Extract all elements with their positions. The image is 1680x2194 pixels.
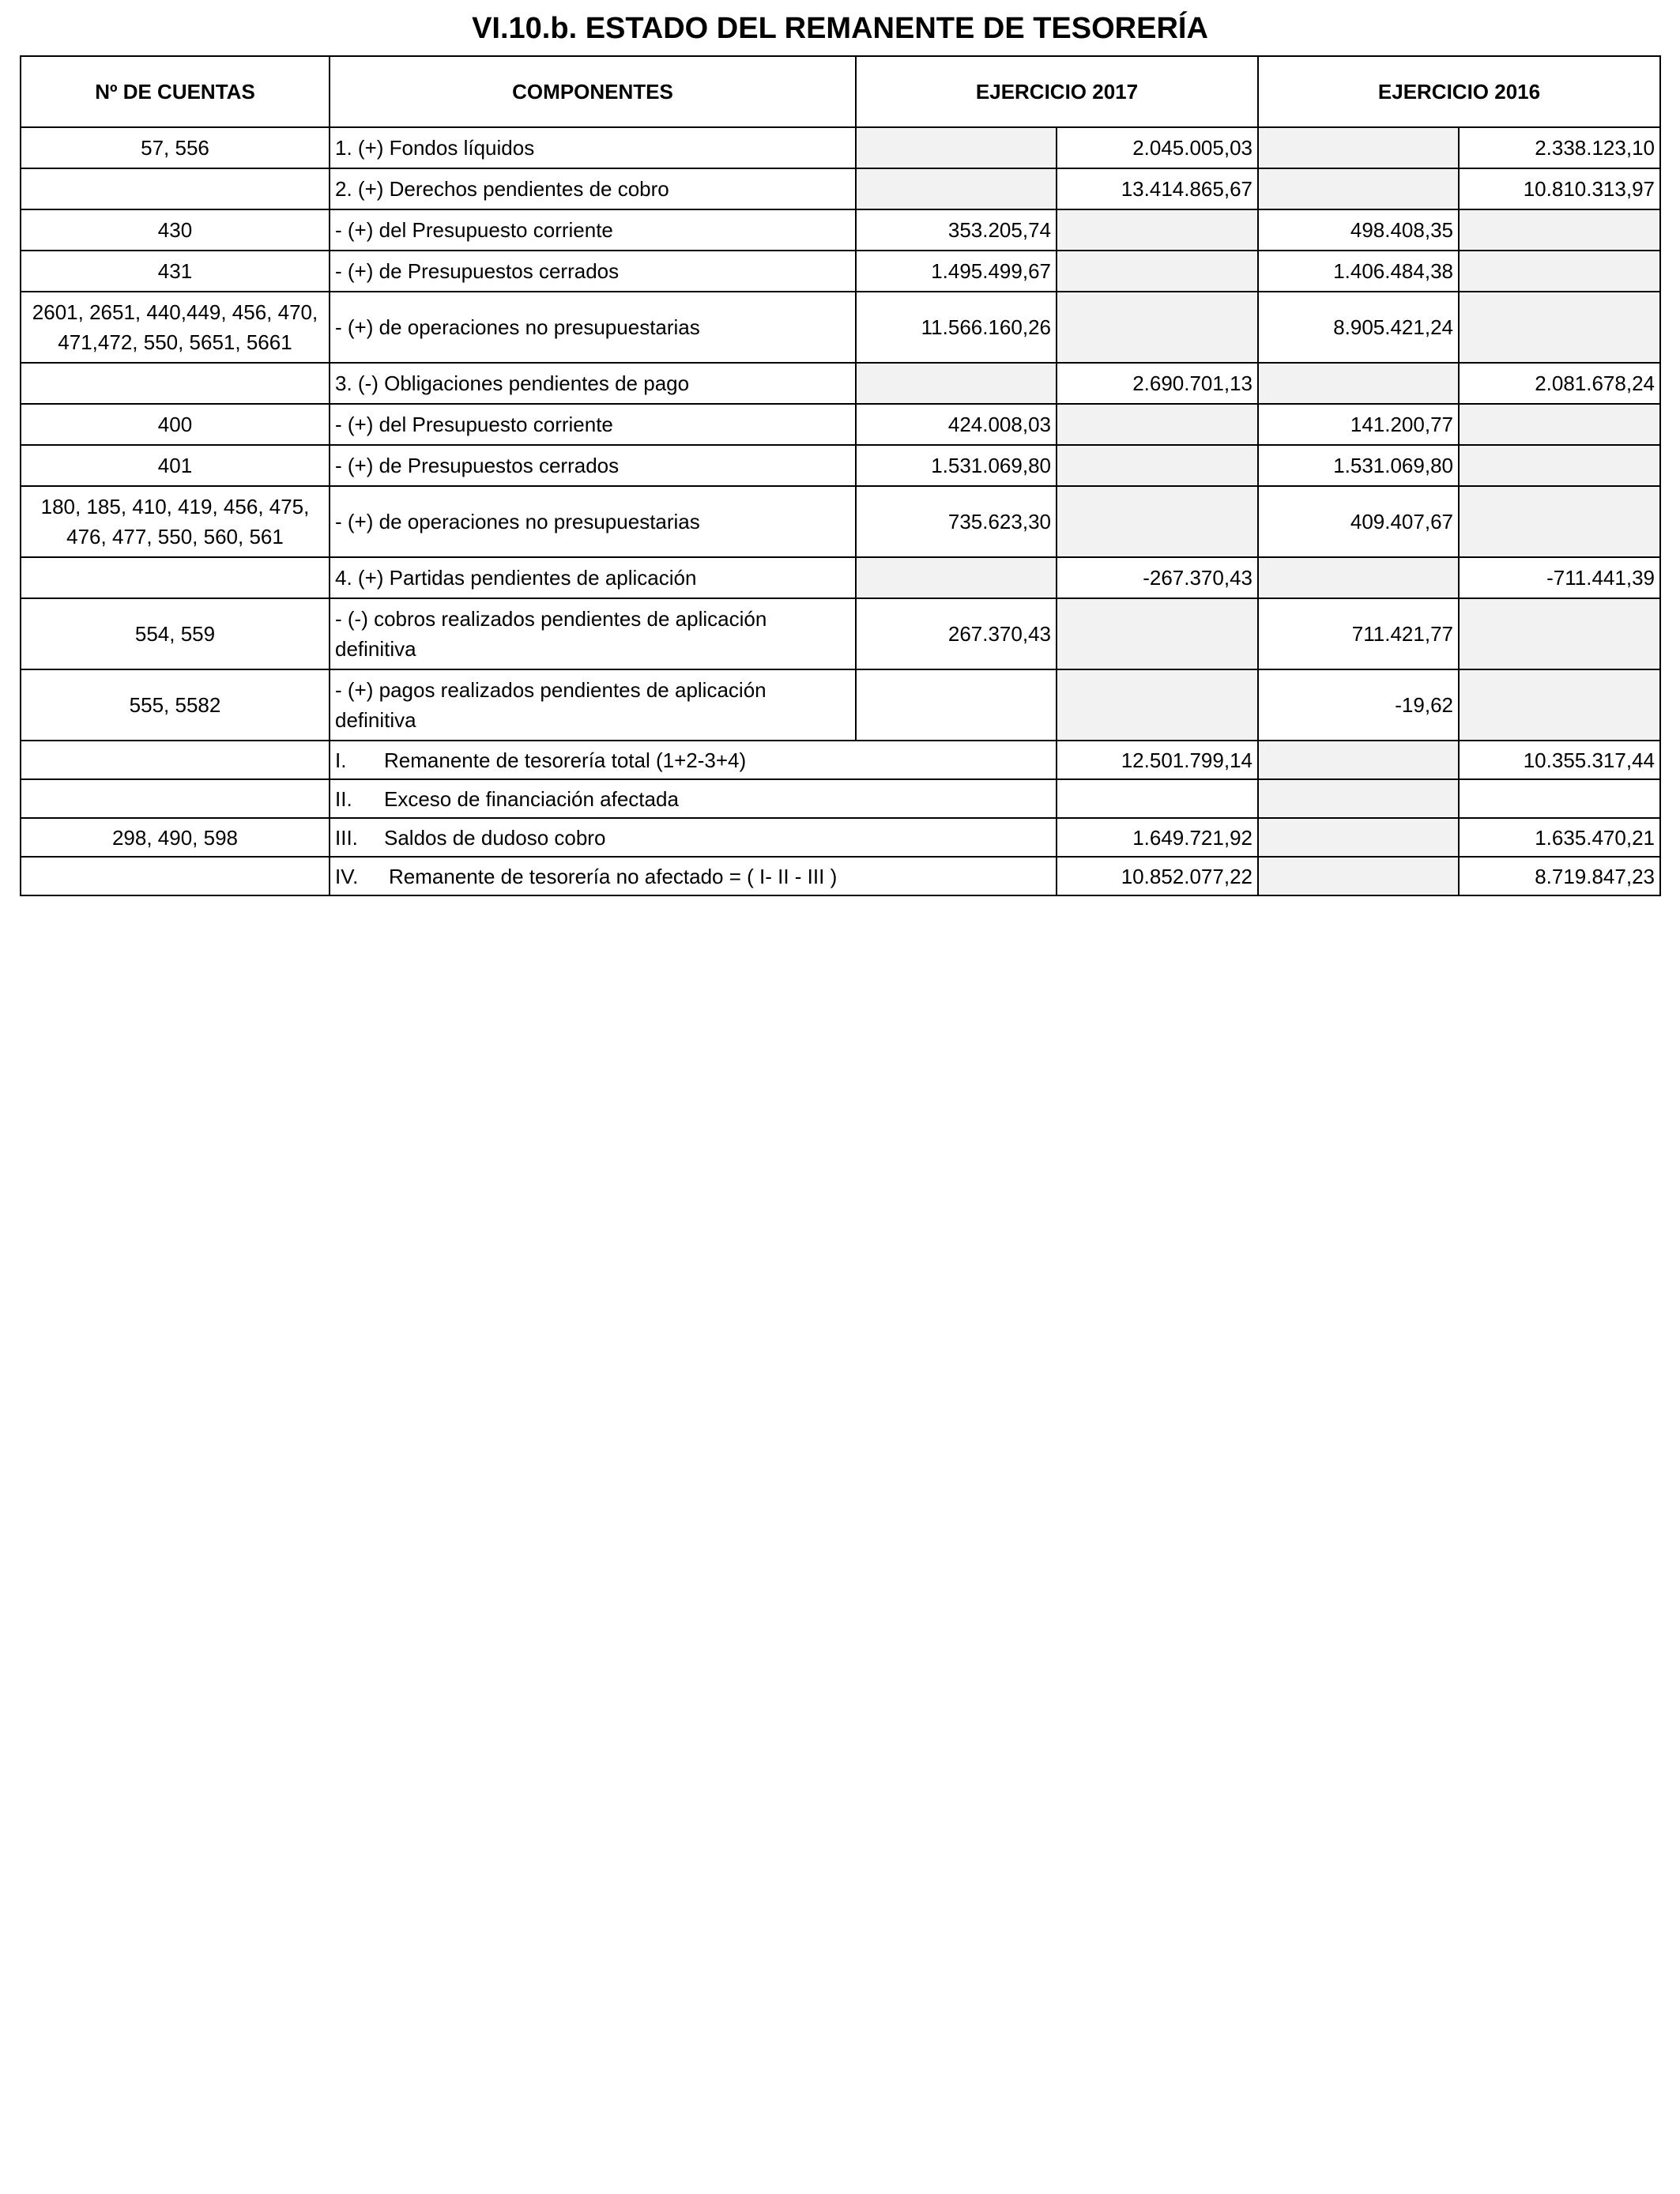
component-cell: 4. (+) Partidas pendientes de aplicación (330, 557, 856, 598)
year-a-subtotal-cell (856, 557, 1057, 598)
year-a-total-cell (1057, 486, 1258, 557)
year-b-subtotal-cell: 409.407,67 (1258, 486, 1459, 557)
year-b-total-cell (1459, 669, 1660, 741)
year-b-subtotal-cell: 711.421,77 (1258, 598, 1459, 669)
component-cell: - (+) de Presupuestos cerrados (330, 445, 856, 486)
component-cell: - (+) pagos realizados pendientes de aplicación definitiva (330, 669, 856, 741)
roman-numeral: IV. (335, 864, 359, 888)
table-row (21, 404, 1660, 445)
account-cell (21, 741, 330, 779)
year-b-subtotal-cell: 498.408,35 (1258, 209, 1459, 251)
table-row (21, 486, 1660, 557)
year-b-total-cell (1459, 486, 1660, 557)
account-cell (21, 363, 330, 404)
year-a-subtotal-cell (856, 669, 1057, 741)
year-b-total-cell: 10.810.313,97 (1459, 168, 1660, 209)
year-a-total-cell: 1.649.721,92 (1057, 818, 1258, 857)
table-row (21, 251, 1660, 292)
year-b-subtotal-cell (1258, 857, 1459, 895)
year-a-total-cell: 10.852.077,22 (1057, 857, 1258, 895)
component-cell: - (+) de Presupuestos cerrados (330, 251, 856, 292)
year-b-subtotal-cell (1258, 168, 1459, 209)
table-row (21, 168, 1660, 209)
component-cell: - (+) del Presupuesto corriente (330, 404, 856, 445)
summary-row (21, 818, 1660, 857)
component-cell: - (-) cobros realizados pendientes de aplicación definitiva (330, 598, 856, 669)
year-a-subtotal-cell: 424.008,03 (856, 404, 1057, 445)
account-cell: 400 (21, 404, 330, 445)
component-cell: 3. (-) Obligaciones pendientes de pago (330, 363, 856, 404)
table-row (21, 557, 1660, 598)
year-b-total-cell: 8.719.847,23 (1459, 857, 1660, 895)
year-a-subtotal-cell: 353.205,74 (856, 209, 1057, 251)
year-b-total-cell (1459, 445, 1660, 486)
component-cell: 2. (+) Derechos pendientes de cobro (330, 168, 856, 209)
table-row (21, 127, 1660, 168)
year-a-total-cell: 2.045.005,03 (1057, 127, 1258, 168)
year-a-subtotal-cell: 735.623,30 (856, 486, 1057, 557)
account-cell: 431 (21, 251, 330, 292)
account-cell: 180, 185, 410, 419, 456, 475, 476, 477, 550, 560, 561 (21, 486, 330, 557)
year-b-total-cell (1459, 404, 1660, 445)
component-cell: - (+) de operaciones no presupuestarias (330, 486, 856, 557)
summary-label-cell (330, 818, 1057, 857)
year-b-total-cell (1459, 209, 1660, 251)
account-cell (21, 168, 330, 209)
component-cell: - (+) de operaciones no presupuestarias (330, 292, 856, 363)
year-a-total-cell: 2.690.701,13 (1057, 363, 1258, 404)
year-a-total-cell (1057, 404, 1258, 445)
account-cell (21, 557, 330, 598)
summary-row (21, 779, 1660, 818)
year-b-subtotal-cell (1258, 779, 1459, 818)
header-row (21, 56, 1660, 127)
summary-label-cell (330, 741, 1057, 779)
year-a-subtotal-cell: 11.566.160,26 (856, 292, 1057, 363)
account-cell (21, 857, 330, 895)
account-cell: 554, 559 (21, 598, 330, 669)
year-a-total-cell: 12.501.799,14 (1057, 741, 1258, 779)
page-title: VI.10.b. ESTADO DEL REMANENTE DE TESORERÍA (472, 12, 1208, 45)
year-b-total-cell (1459, 598, 1660, 669)
table-row (21, 598, 1660, 669)
year-a-subtotal-cell: 1.495.499,67 (856, 251, 1057, 292)
year-b-subtotal-cell (1258, 818, 1459, 857)
table-row (21, 445, 1660, 486)
year-b-subtotal-cell: 1.531.069,80 (1258, 445, 1459, 486)
year-b-subtotal-cell: 1.406.484,38 (1258, 251, 1459, 292)
year-a-total-cell (1057, 598, 1258, 669)
year-b-subtotal-cell: 8.905.421,24 (1258, 292, 1459, 363)
header-year-2016: EJERCICIO 2016 (1258, 56, 1660, 127)
roman-numeral: III. (335, 825, 358, 850)
table-row (21, 363, 1660, 404)
year-b-total-cell: 2.338.123,10 (1459, 127, 1660, 168)
year-b-total-cell: 10.355.317,44 (1459, 741, 1660, 779)
year-a-total-cell (1057, 779, 1258, 818)
summary-label-cell (330, 857, 1057, 895)
summary-row (21, 741, 1660, 779)
year-b-subtotal-cell: 141.200,77 (1258, 404, 1459, 445)
component-cell: - (+) del Presupuesto corriente (330, 209, 856, 251)
year-a-total-cell: 13.414.865,67 (1057, 168, 1258, 209)
year-a-subtotal-cell: 267.370,43 (856, 598, 1057, 669)
year-a-total-cell (1057, 292, 1258, 363)
year-b-subtotal-cell (1258, 363, 1459, 404)
year-b-total-cell (1459, 292, 1660, 363)
account-cell: 555, 5582 (21, 669, 330, 741)
table-row (21, 292, 1660, 363)
year-b-subtotal-cell (1258, 127, 1459, 168)
year-b-subtotal-cell: -19,62 (1258, 669, 1459, 741)
year-a-subtotal-cell (856, 168, 1057, 209)
year-b-total-cell (1459, 251, 1660, 292)
component-cell: 1. (+) Fondos líquidos (330, 127, 856, 168)
account-cell: 401 (21, 445, 330, 486)
account-cell: 298, 490, 598 (21, 818, 330, 857)
year-b-subtotal-cell (1258, 741, 1459, 779)
year-a-subtotal-cell (856, 363, 1057, 404)
year-a-total-cell (1057, 669, 1258, 741)
summary-label: Remanente de tesorería no afectado = ( I- II - III ) (389, 864, 838, 888)
roman-numeral: II. (335, 786, 352, 811)
year-a-total-cell (1057, 209, 1258, 251)
year-b-total-cell: -711.441,39 (1459, 557, 1660, 598)
account-cell (21, 779, 330, 818)
summary-row (21, 857, 1660, 895)
table-row (21, 209, 1660, 251)
year-a-subtotal-cell (856, 127, 1057, 168)
summary-label: Remanente de tesorería total (1+2-3+4) (384, 748, 747, 772)
year-b-total-cell: 1.635.470,21 (1459, 818, 1660, 857)
summary-label: Exceso de financiación afectada (384, 786, 679, 811)
header-accounts: Nº DE CUENTAS (21, 56, 330, 127)
account-cell: 430 (21, 209, 330, 251)
year-b-subtotal-cell (1258, 557, 1459, 598)
roman-numeral: I. (335, 748, 347, 772)
year-a-total-cell (1057, 445, 1258, 486)
year-a-total-cell: -267.370,43 (1057, 557, 1258, 598)
summary-label: Saldos de dudoso cobro (384, 825, 606, 850)
header-components: COMPONENTES (330, 56, 856, 127)
table-row (21, 669, 1660, 741)
account-cell: 57, 556 (21, 127, 330, 168)
year-a-subtotal-cell: 1.531.069,80 (856, 445, 1057, 486)
year-b-total-cell: 2.081.678,24 (1459, 363, 1660, 404)
account-cell: 2601, 2651, 440,449, 456, 470, 471,472, 550, 5651, 5661 (21, 292, 330, 363)
header-year-2017: EJERCICIO 2017 (856, 56, 1258, 127)
year-a-total-cell (1057, 251, 1258, 292)
year-b-total-cell (1459, 779, 1660, 818)
summary-label-cell (330, 779, 1057, 818)
treasury-remainder-table (20, 55, 1661, 896)
